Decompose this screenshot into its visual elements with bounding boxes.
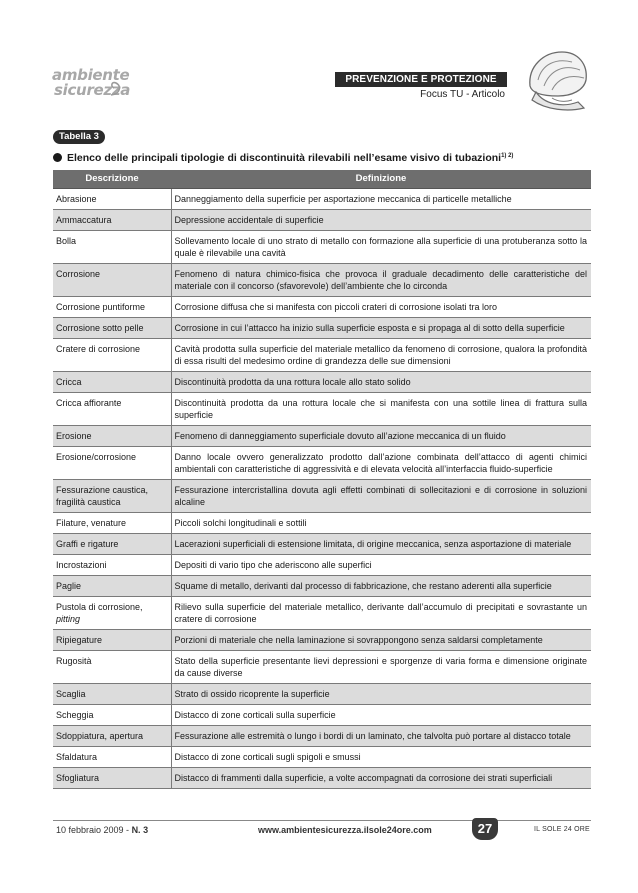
row-definition: Fenomeno di natura chimico-fisica che provoca il graduale decadimento delle caratteristiche del materiale con il concorso (sfavorevole) dell’ambiente che lo circonda: [171, 263, 591, 296]
row-term-cell: [53, 296, 171, 317]
logo-line-ambiente: ambiente: [52, 66, 130, 84]
table-row: [53, 629, 591, 650]
table-row: [53, 512, 591, 533]
row-definition: Piccoli solchi longitudinali e sottili: [171, 512, 591, 533]
row-definition: Rilievo sulla superficie del materiale metallico, derivante dall’accumulo di precipitati e sovrastante un cratere di corrosione: [171, 596, 591, 629]
row-term-cell: [53, 230, 171, 263]
table-row: [53, 317, 591, 338]
row-term-cell: [53, 575, 171, 596]
row-term-cell: [53, 479, 171, 512]
row-term-cell: [53, 725, 171, 746]
footer-website-link[interactable]: www.ambientesicurezza.ilsole24ore.com: [258, 825, 432, 835]
row-definition: Danno locale ovvero generalizzato prodotto dall’azione combinata dell’attacco di agenti chimici ambientali con caratteristiche di aggressività e di elevata velocità all’interfaccia fluido-superficie: [171, 446, 591, 479]
footer-publisher: IL SOLE 24 ORE: [534, 826, 590, 833]
table-row: [53, 392, 591, 425]
row-definition: Corrosione in cui l’attacco ha inizio sulla superficie esposta e si propaga al di sotto della superficie: [171, 317, 591, 338]
table-row: [53, 725, 591, 746]
row-term-cell: [53, 263, 171, 296]
row-definition: Depositi di vario tipo che aderiscono alle superfici: [171, 554, 591, 575]
table-row: [53, 296, 591, 317]
row-term: Corrosione: [56, 268, 101, 279]
row-term-cell: [53, 338, 171, 371]
row-term: Incrostazioni: [56, 559, 107, 570]
logo-swirl-icon: [108, 80, 124, 98]
row-definition: Corrosione diffusa che si manifesta con piccoli crateri di corrosione isolati tra loro: [171, 296, 591, 317]
footer-date-text: 10 febbraio 2009 -: [56, 825, 132, 835]
table-row: [53, 746, 591, 767]
table-row: [53, 371, 591, 392]
row-definition: Sollevamento locale di uno strato di metallo con formazione alla superficie di una protuberanza sotto la quale è rilevabile una cavità: [171, 230, 591, 263]
row-term-cell: [53, 650, 171, 683]
row-term: Sdoppiatura, apertura: [56, 730, 144, 741]
bullet-icon: [53, 153, 62, 162]
row-term: Scheggia: [56, 709, 94, 720]
row-term-cell: [53, 629, 171, 650]
row-definition: Discontinuità prodotta da una rottura locale che si manifesta con una sottile linea di frattura sulla superficie: [171, 392, 591, 425]
table-row: [53, 479, 591, 512]
row-term-cell: [53, 209, 171, 230]
row-term: Cricca: [56, 376, 82, 387]
row-definition: Cavità prodotta sulla superficie del materiale metallico da fenomeno di corrosione, qualora la profondità di essa risulti del medesimo ordine di grandezza delle sue dimensioni: [171, 338, 591, 371]
row-term: Corrosione puntiforme: [56, 301, 146, 312]
row-definition: Distacco di zone corticali sulla superficie: [171, 704, 591, 725]
row-term-cell: [53, 596, 171, 629]
row-term: Abrasione: [56, 193, 97, 204]
table-row: [53, 425, 591, 446]
section-subtitle: Focus TU - Articolo: [420, 89, 505, 100]
table-body: [53, 188, 591, 788]
row-definition: Distacco di frammenti dalla superficie, a volte accompagnati da corrosione dei strati superficiali: [171, 767, 591, 788]
row-term-cell: [53, 683, 171, 704]
row-definition: Strato di ossido ricoprente la superficie: [171, 683, 591, 704]
row-definition: Discontinuità prodotta da una rottura locale allo stato solido: [171, 371, 591, 392]
caption-footnote-marks: 1) 2): [501, 153, 514, 159]
discontinuity-table: [53, 170, 591, 789]
footer-divider: [53, 820, 591, 821]
row-term-cell: [53, 533, 171, 554]
logo-line-sicurezza: sicurezza: [54, 81, 131, 99]
footer-date: [56, 825, 148, 835]
row-term-cell: [53, 512, 171, 533]
row-term: Pustola di corrosione,: [56, 601, 143, 612]
row-term-cell: [53, 704, 171, 725]
row-term: Fessurazione caustica, fragilità caustica: [56, 484, 149, 507]
row-definition: Stato della superficie presentante lievi depressioni e sporgenze di varia forma e dimensione originate da cause diverse: [171, 650, 591, 683]
row-term: Erosione: [56, 430, 92, 441]
row-definition: Distacco di zone corticali sugli spigoli e smussi: [171, 746, 591, 767]
row-term: Ammaccatura: [56, 214, 112, 225]
table-row: [53, 767, 591, 788]
row-term: Erosione/corrosione: [56, 451, 137, 462]
row-term-cell: [53, 746, 171, 767]
column-header-description: Descrizione: [53, 170, 171, 188]
row-definition: Squame di metallo, derivanti dal processo di fabbricazione, che restano aderenti alla superficie: [171, 575, 591, 596]
table-row: [53, 704, 591, 725]
table-row: [53, 650, 591, 683]
row-definition: Lacerazioni superficiali di estensione limitata, di origine meccanica, senza asportazione di materiale: [171, 533, 591, 554]
row-term: Cricca affiorante: [56, 397, 122, 408]
footer-issue: N. 3: [131, 825, 149, 835]
row-definition: Depressione accidentale di superficie: [171, 209, 591, 230]
table-header-row: [53, 170, 591, 188]
table-row: [53, 188, 591, 209]
table-row: [53, 338, 591, 371]
page-number-badge: 27: [472, 818, 498, 840]
table-row: [53, 683, 591, 704]
row-term-cell: [53, 767, 171, 788]
table-label: Tabella 3: [53, 130, 105, 144]
caption-text: Elenco delle principali tipologie di discontinuità rilevabili nell’esame visivo di tubazioni: [67, 152, 502, 164]
row-term: Graffi e rigature: [56, 538, 119, 549]
row-definition: Fessurazione intercristallina dovuta agli effetti combinati di sollecitazioni e di corrosione in soluzioni alcaline: [171, 479, 591, 512]
magazine-logo: [52, 68, 132, 102]
row-term-cell: [53, 317, 171, 338]
row-definition: Danneggiamento della superficie per asportazione meccanica di particelle metalliche: [171, 188, 591, 209]
row-term: Bolla: [56, 235, 77, 246]
row-term-cell: [53, 554, 171, 575]
table-row: [53, 263, 591, 296]
row-term: Cratere di corrosione: [56, 343, 141, 354]
row-term: Paglie: [56, 580, 82, 591]
table-row: [53, 209, 591, 230]
table-row: [53, 533, 591, 554]
row-term: Corrosione sotto pelle: [56, 322, 144, 333]
table-row: [53, 596, 591, 629]
row-definition: Porzioni di materiale che nella laminazione si sovrappongono senza saldarsi completamente: [171, 629, 591, 650]
table-caption: [53, 152, 593, 164]
row-term: Rugosità: [56, 655, 92, 666]
row-term-italic: pitting: [56, 613, 81, 624]
row-term: Ripiegature: [56, 634, 103, 645]
row-term: Filature, venature: [56, 517, 127, 528]
table-row: [53, 554, 591, 575]
row-term: Sfogliatura: [56, 772, 100, 783]
hand-helmet-icon: [522, 46, 594, 112]
row-term-cell: [53, 446, 171, 479]
row-term: Sfaldatura: [56, 751, 98, 762]
row-term-cell: [53, 188, 171, 209]
section-banner: PREVENZIONE E PROTEZIONE: [335, 72, 507, 87]
table-row: [53, 446, 591, 479]
table-row: [53, 230, 591, 263]
row-term: Scaglia: [56, 688, 86, 699]
row-term-cell: [53, 425, 171, 446]
row-term-cell: [53, 371, 171, 392]
row-definition: Fessurazione alle estremità o lungo i bordi di un laminato, che talvolta può portare al distacco totale: [171, 725, 591, 746]
row-definition: Fenomeno di danneggiamento superficiale dovuto all’azione meccanica di un fluido: [171, 425, 591, 446]
column-header-definition: Definizione: [171, 170, 591, 188]
row-term-cell: [53, 392, 171, 425]
table-row: [53, 575, 591, 596]
